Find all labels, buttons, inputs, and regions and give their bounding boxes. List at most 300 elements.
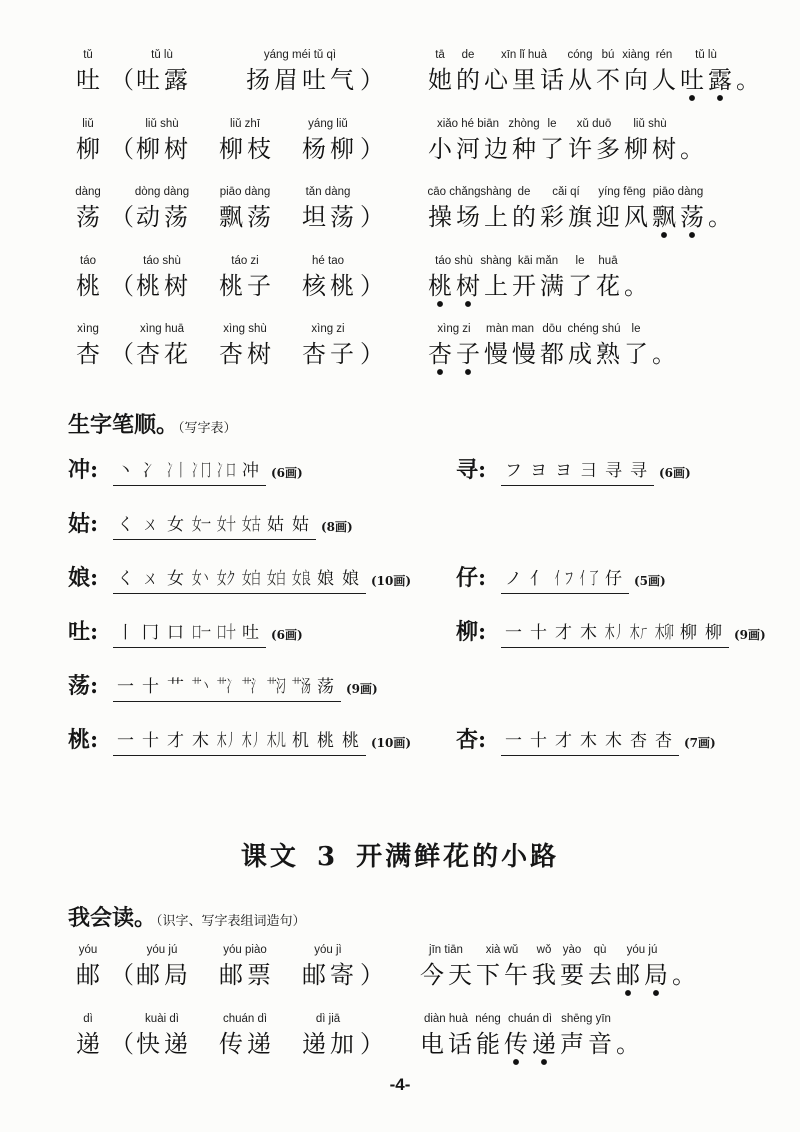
emphasized-word	[428, 321, 484, 369]
stroke-step	[138, 729, 163, 753]
compound-word-pinyin: yáng méi tǔ qì	[263, 49, 337, 61]
compound-word-pinyin: chuán dì	[222, 1013, 268, 1025]
sentence-word-hanzi: 上	[484, 203, 512, 231]
sentence-word	[616, 1011, 644, 1059]
compound-word	[136, 47, 192, 95]
stroke-row	[0, 659, 800, 713]
sentence-word	[652, 47, 680, 95]
stroke-step	[651, 621, 676, 645]
stroke-step-glyph: 才	[167, 730, 184, 751]
sentence-word-hanzi: 。	[672, 961, 700, 989]
stroke-step-glyph: 木	[580, 622, 597, 643]
stroke-step-glyph: 艹氵	[241, 676, 260, 697]
emphasized-word-hanzi: 飘荡	[652, 203, 708, 231]
compound-word-list	[136, 253, 358, 301]
sentence-word-hanzi: 的	[456, 66, 484, 94]
stroke-step-glyph: 亻	[530, 568, 547, 589]
sentence-word-pinyin: xīn lǐ huà	[500, 49, 548, 61]
stroke-sequence	[501, 729, 679, 756]
sentence-word	[420, 942, 476, 990]
vocab-row	[0, 116, 800, 185]
stroke-step	[676, 621, 701, 645]
stroke-step	[138, 567, 163, 591]
stroke-step-glyph: 木丿	[241, 730, 260, 751]
sentence-word-pinyin: xiǎo hé biān	[436, 117, 500, 130]
stroke-order-heading	[68, 411, 237, 443]
stroke-row	[0, 551, 800, 605]
head-character-hanzi: 递	[76, 1030, 104, 1058]
sentence-word-pinyin: kāi mǎn	[517, 254, 559, 267]
stroke-count: (6画)	[659, 465, 691, 480]
head-character	[76, 942, 104, 990]
compound-word-pinyin: táo shù	[143, 254, 181, 267]
stroke-step	[138, 675, 163, 699]
sentence-word	[428, 47, 456, 95]
sentence-word-pinyin: jīn tiān	[429, 944, 463, 956]
stroke-step-glyph: 亻フ	[554, 568, 573, 589]
sentence-word-hanzi: 花	[596, 271, 624, 300]
compound-word	[219, 942, 275, 990]
stroke-step-glyph: 木卯	[654, 622, 673, 643]
stroke-step-glyph: 彐	[580, 460, 597, 481]
stroke-step-glyph: 冫口	[216, 460, 235, 481]
stroke-step	[288, 729, 313, 753]
sentence-word-hanzi: 。	[624, 271, 652, 300]
stroke-step-glyph: 艹汤	[291, 676, 310, 697]
stroke-count: (8画)	[321, 519, 353, 534]
stroke-sequence	[113, 459, 266, 486]
sentence-word	[680, 116, 708, 164]
sentence-word	[652, 321, 680, 369]
stroke-step-glyph: 木	[605, 730, 622, 751]
compound-word-hanzi: 柳树	[136, 134, 192, 163]
sentence-word-hanzi: 今天	[420, 961, 476, 989]
paren-open: （	[110, 134, 134, 163]
sentence-word-pinyin: dōu	[542, 323, 562, 335]
compound-word-pinyin: liǔ zhī	[229, 117, 261, 130]
sentence-word	[624, 321, 652, 369]
stroke-sequence	[113, 729, 366, 756]
stroke-step	[338, 729, 363, 753]
compound-word-hanzi: 邮局	[136, 961, 192, 989]
stroke-step-glyph: 女	[167, 568, 184, 589]
stroke-step-glyph: 才	[555, 622, 572, 643]
sentence-word-pinyin: le	[547, 117, 557, 130]
sentence-word-hanzi: 许多	[568, 134, 624, 163]
stroke-step	[576, 729, 601, 753]
stroke-step	[238, 675, 263, 699]
emphasized-word-pinyin: táo shù	[435, 254, 473, 267]
stroke-item-left	[68, 551, 411, 605]
stroke-step	[288, 567, 313, 591]
sentence-word	[568, 321, 624, 369]
sentence-word-pinyin: cóng	[567, 49, 593, 61]
stroke-step-glyph: 姑	[292, 514, 309, 535]
stroke-step-glyph: 十	[530, 622, 547, 643]
sentence-word	[480, 184, 512, 232]
sentence-word-pinyin: xià wǔ	[485, 944, 519, 956]
sentence-word-pinyin: le	[575, 254, 585, 267]
sentence-word-hanzi: 不	[596, 66, 624, 94]
stroke-item-left	[68, 713, 411, 767]
stroke-step-glyph: 杏	[655, 730, 672, 751]
sentence-word-pinyin: bú	[601, 49, 615, 61]
sentence-word-pinyin: diàn huà	[423, 1013, 469, 1025]
stroke-step-glyph: 冫	[142, 460, 159, 481]
example-sentence	[428, 47, 764, 95]
stroke-step-glyph: く	[117, 568, 134, 589]
stroke-step-glyph: 亻了	[579, 568, 598, 589]
compound-word	[136, 116, 192, 164]
sentence-word	[672, 942, 700, 990]
stroke-step	[238, 513, 263, 537]
compound-word-list	[136, 184, 358, 232]
compound-word	[219, 1011, 275, 1059]
sentence-word	[476, 1011, 504, 1059]
stroke-step	[501, 621, 526, 645]
sentence-word-pinyin: huā	[598, 254, 618, 267]
compound-word-pinyin: xìng shù	[223, 323, 267, 335]
sentence-word-hanzi: 都	[540, 340, 568, 368]
stroke-step-glyph: 口一	[191, 622, 210, 643]
stroke-step-glyph: 丨	[117, 622, 134, 643]
stroke-step	[163, 567, 188, 591]
stroke-count: (5画)	[634, 573, 666, 588]
stroke-step	[601, 621, 626, 645]
compound-word-hanzi: 飘荡	[219, 203, 275, 231]
sentence-word-pinyin: le	[631, 323, 641, 335]
vocab-row	[0, 1011, 800, 1080]
sentence-word-hanzi: 了	[540, 134, 568, 163]
head-character	[76, 116, 104, 164]
compound-word-hanzi: 动荡	[136, 203, 192, 231]
stroke-step-glyph: 女白	[241, 568, 260, 589]
emphasized-word	[428, 253, 484, 301]
sentence-word-pinyin: tā	[435, 49, 445, 61]
stroke-step-glyph: 十	[142, 676, 159, 697]
sentence-word-hanzi: 她	[428, 66, 456, 94]
paren-close: ）	[360, 66, 384, 94]
emphasized-word	[680, 47, 736, 95]
stroke-step-glyph: 娘	[317, 568, 334, 589]
compound-word-pinyin: hé tao	[312, 254, 344, 267]
sentence-word-hanzi: 去	[588, 961, 616, 989]
stroke-count: (10画)	[371, 573, 412, 588]
stroke-count: (7画)	[684, 735, 716, 750]
compound-word-list	[136, 116, 358, 164]
compound-word	[136, 253, 192, 301]
sentence-word-pinyin: de	[517, 186, 531, 198]
compound-word-hanzi: 递加	[302, 1030, 358, 1058]
stroke-step	[213, 621, 238, 645]
stroke-step	[501, 567, 526, 591]
stroke-step-glyph: 寻	[630, 460, 647, 481]
sentence-word-hanzi: 从	[568, 66, 596, 94]
stroke-step	[188, 459, 213, 483]
stroke-step	[238, 567, 263, 591]
stroke-step	[213, 513, 238, 537]
head-character	[76, 1011, 104, 1059]
sentence-word	[428, 116, 512, 164]
sentence-word-hanzi: 心里话	[484, 66, 568, 94]
stroke-step-glyph: ㄨ	[142, 514, 159, 535]
stroke-step-glyph: 女古	[241, 514, 260, 535]
stroke-step	[526, 621, 551, 645]
example-sentence	[420, 942, 700, 990]
sentence-word	[624, 47, 652, 95]
stroke-step	[651, 729, 676, 753]
stroke-order-title: 生字笔顺。	[68, 412, 179, 438]
compound-word	[302, 116, 358, 164]
head-character	[76, 184, 104, 232]
stroke-step-glyph: 木丿	[216, 730, 235, 751]
stroke-step	[313, 567, 338, 591]
stroke-step-glyph: 荡	[317, 676, 334, 697]
stroke-step-glyph: ㄨ	[142, 568, 159, 589]
stroke-step	[163, 729, 188, 753]
stroke-sequence	[113, 675, 341, 702]
stroke-step	[526, 729, 551, 753]
stroke-step	[163, 459, 188, 483]
paren-close: ）	[360, 1030, 384, 1058]
compound-word-list	[136, 321, 358, 369]
compound-word	[219, 184, 275, 232]
paren-close: ）	[360, 203, 384, 231]
stroke-step	[551, 459, 576, 483]
stroke-sequence	[113, 621, 266, 648]
stroke-step	[163, 513, 188, 537]
compound-word-pinyin: yóu jì	[314, 944, 342, 956]
stroke-step-glyph: 木	[192, 730, 209, 751]
stroke-step-glyph: 寻	[605, 460, 622, 481]
stroke-step-glyph: 吐	[242, 622, 259, 643]
head-character-hanzi: 柳	[76, 134, 104, 163]
sentence-word-hanzi: 了	[624, 340, 652, 368]
vocab-row	[0, 47, 800, 116]
stroke-step-glyph: ヨ	[555, 460, 572, 481]
stroke-step	[213, 567, 238, 591]
stroke-step-glyph: 女十	[216, 514, 235, 535]
paren-open: （	[110, 961, 134, 989]
stroke-count: (10画)	[371, 735, 412, 750]
compound-word-hanzi: 柳枝	[219, 134, 275, 163]
stroke-step	[263, 675, 288, 699]
sentence-word-hanzi: 。	[616, 1030, 644, 1058]
paren-close: ）	[360, 134, 384, 163]
stroke-step-glyph: 冂	[142, 622, 159, 643]
stroke-sequence	[501, 459, 654, 486]
sentence-word	[540, 184, 596, 232]
stroke-order-note: （写字表）	[178, 421, 237, 436]
vocab-row	[0, 184, 800, 253]
stroke-step	[288, 513, 313, 537]
head-character-hanzi: 吐	[76, 66, 104, 94]
stroke-step	[113, 567, 138, 591]
lesson-title: 课文 3 开满鲜花的小路	[240, 842, 560, 872]
stroke-step	[601, 459, 626, 483]
sentence-word-hanzi: 上	[484, 271, 512, 300]
sentence-word	[540, 116, 568, 164]
stroke-row	[0, 497, 800, 551]
stroke-row	[0, 443, 800, 497]
paren-open: （	[110, 340, 134, 368]
stroke-count: (9画)	[346, 681, 378, 696]
head-character-hanzi: 荡	[76, 203, 104, 231]
stroke-step	[113, 459, 138, 483]
compound-word	[302, 253, 358, 301]
sentence-word	[512, 184, 540, 232]
compound-word-hanzi: 吐露	[136, 66, 192, 94]
compound-word-hanzi: 杨柳	[302, 134, 358, 163]
compound-word-hanzi: 扬眉吐气	[246, 66, 358, 94]
stroke-step	[263, 567, 288, 591]
sentence-word	[476, 942, 532, 990]
head-character-hanzi: 桃	[76, 271, 104, 300]
stroke-step-glyph: 木儿	[266, 730, 285, 751]
head-character-pinyin: táo	[80, 254, 96, 267]
head-character	[76, 47, 104, 95]
stroke-step	[213, 459, 238, 483]
example-sentence	[428, 253, 652, 301]
sentence-word-hanzi: 成熟	[568, 340, 624, 368]
stroke-step	[526, 459, 551, 483]
stroke-step	[576, 459, 601, 483]
stroke-step-glyph: 女ク	[216, 568, 235, 589]
stroke-step	[626, 621, 651, 645]
paren-close: ）	[360, 340, 384, 368]
stroke-count: (6画)	[271, 627, 303, 642]
sentence-word-pinyin: rén	[655, 49, 673, 61]
sentence-word	[568, 116, 624, 164]
compound-word-hanzi: 桃树	[136, 271, 192, 300]
stroke-sequence	[501, 567, 629, 594]
compound-word-pinyin: liǔ shù	[145, 117, 179, 130]
stroke-step	[238, 459, 263, 483]
compound-word-hanzi: 邮寄	[302, 961, 358, 989]
sentence-word-hanzi: 。	[680, 134, 708, 163]
stroke-step	[601, 567, 626, 591]
sentence-word-pinyin: yào	[562, 944, 582, 956]
vocabulary-section-top	[0, 47, 800, 390]
compound-word-hanzi: 快递	[136, 1030, 192, 1058]
stroke-step-glyph: 女	[167, 514, 184, 535]
head-character-pinyin: xìng	[77, 323, 99, 335]
stroke-step	[113, 621, 138, 645]
sentence-word-pinyin: màn man	[486, 323, 534, 335]
emphasized-word-pinyin: yóu jú	[626, 944, 658, 956]
emphasized-word-hanzi: 桃树	[428, 271, 484, 300]
stroke-item-right	[456, 443, 691, 497]
stroke-character-label: 荡:	[68, 673, 99, 699]
sentence-word-hanzi: 要	[560, 961, 588, 989]
sentence-word-hanzi: 电话	[420, 1030, 476, 1058]
head-character-pinyin: yóu	[78, 944, 98, 956]
sentence-word	[624, 253, 652, 301]
emphasized-word-hanzi: 杏子	[428, 340, 484, 368]
stroke-step	[213, 729, 238, 753]
sentence-word-hanzi: 。	[736, 66, 764, 94]
sentence-word-hanzi: 能	[476, 1030, 504, 1058]
stroke-step	[263, 513, 288, 537]
stroke-step-glyph: 一	[505, 622, 522, 643]
stroke-row	[0, 713, 800, 767]
head-character-hanzi: 杏	[76, 340, 104, 368]
emphasized-word-hanzi: 传递	[504, 1030, 560, 1058]
compound-word	[136, 184, 192, 232]
stroke-order-section	[0, 443, 800, 767]
stroke-step	[188, 729, 213, 753]
example-sentence	[428, 321, 680, 369]
stroke-step	[551, 567, 576, 591]
stroke-item-left	[68, 659, 378, 713]
compound-word	[219, 253, 275, 301]
stroke-step-glyph: 丶	[117, 460, 134, 481]
compound-word-pinyin: dì jiā	[315, 1013, 341, 1025]
stroke-step-glyph: 木ㄏ	[629, 622, 648, 643]
paren-close: ）	[360, 271, 384, 300]
sentence-word	[420, 1011, 476, 1059]
head-character-pinyin: dì	[83, 1013, 93, 1025]
paren-open: （	[110, 1030, 134, 1058]
stroke-item-left	[68, 443, 303, 497]
compound-word-pinyin: xìng zi	[311, 323, 345, 335]
sentence-word	[484, 321, 540, 369]
emphasized-word	[504, 1011, 560, 1059]
sentence-word-hanzi: 迎风	[596, 203, 652, 231]
compound-word-hanzi: 核桃	[302, 271, 358, 300]
stroke-step	[188, 513, 213, 537]
stroke-step-glyph: 木	[580, 730, 597, 751]
stroke-step	[138, 513, 163, 537]
stroke-step-glyph: 才	[555, 730, 572, 751]
sentence-word	[560, 1011, 616, 1059]
head-character	[76, 321, 104, 369]
compound-word	[136, 1011, 192, 1059]
stroke-step	[113, 675, 138, 699]
compound-word-pinyin: xìng huā	[139, 323, 185, 335]
compound-word-pinyin: yáng liǔ	[308, 117, 348, 130]
sentence-word-pinyin: xǔ duō	[576, 117, 612, 130]
sentence-word-hanzi: 。	[652, 340, 680, 368]
reading-title: 我会读。	[68, 905, 157, 931]
stroke-step-glyph: 冫冂	[191, 460, 210, 481]
example-sentence	[428, 116, 708, 164]
sentence-word	[508, 116, 540, 164]
sentence-word-pinyin: de	[461, 49, 475, 61]
stroke-row	[0, 605, 800, 659]
stroke-step-glyph: 十	[530, 730, 547, 751]
vocabulary-section-reading	[0, 942, 800, 1080]
stroke-step-glyph: 柳	[705, 622, 722, 643]
sentence-word-hanzi: 操场	[428, 203, 484, 231]
reading-heading	[68, 904, 306, 936]
vocab-row	[0, 942, 800, 1011]
reading-note: （识字、写字表组词造句）	[156, 914, 306, 929]
stroke-item-left	[68, 497, 353, 551]
sentence-word	[480, 253, 512, 301]
sentence-word-hanzi: 向	[624, 66, 652, 94]
sentence-word	[568, 253, 596, 301]
compound-word-hanzi: 杏子	[302, 340, 358, 368]
stroke-step	[113, 729, 138, 753]
emphasized-word-hanzi: 邮局	[616, 961, 672, 989]
stroke-step-glyph: 冫丨	[166, 460, 185, 481]
stroke-count: (6画)	[271, 465, 303, 480]
stroke-step	[701, 621, 726, 645]
sentence-word-hanzi: 柳树	[624, 134, 680, 163]
stroke-step	[163, 675, 188, 699]
compound-word-list	[136, 1011, 358, 1059]
